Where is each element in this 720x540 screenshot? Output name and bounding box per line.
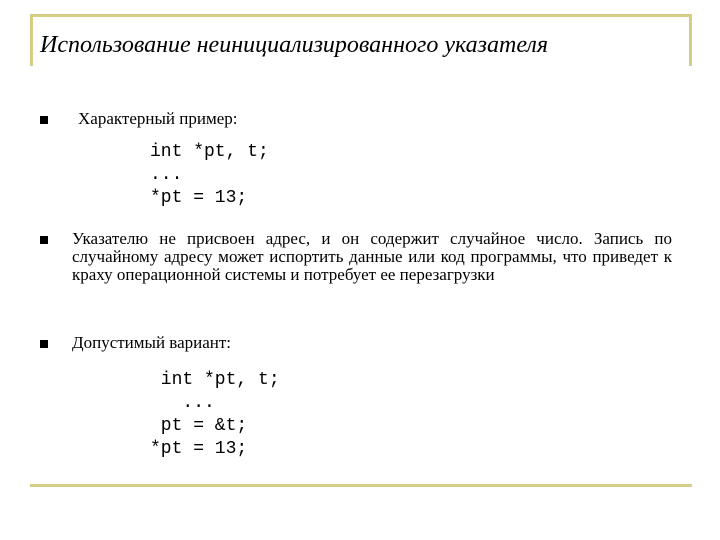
slide-title: Использование неинициализированного указателя — [40, 32, 549, 58]
frame-top-border — [30, 14, 692, 17]
frame-left-border — [30, 14, 33, 66]
bullet-square-icon — [40, 236, 48, 244]
code-line: int *pt, t; — [150, 370, 280, 390]
bullet-2-text: Указателю не присвоен адрес, и он содержит случайное число. Запись по случайному адресу может испортить данные или код программы, что приведет к краху операционной системы и потребует ее перезагрузки — [72, 229, 672, 284]
code-line: int *pt, t; — [150, 142, 269, 162]
code-line: pt = &t; — [150, 416, 248, 436]
code-line: ... — [150, 165, 183, 185]
frame-bottom-border — [30, 484, 692, 487]
bullet-square-icon — [40, 340, 48, 348]
bullet-1-text: Характерный пример: — [78, 109, 238, 128]
bullet-square-icon — [40, 116, 48, 124]
code-block-2 — [150, 369, 280, 461]
code-block-1 — [150, 141, 269, 210]
code-line: *pt = 13; — [150, 188, 248, 208]
code-line: ... — [150, 393, 215, 413]
code-line: *pt = 13; — [150, 439, 248, 459]
bullet-3-text: Допустимый вариант: — [72, 333, 232, 352]
frame-right-border — [689, 14, 692, 66]
